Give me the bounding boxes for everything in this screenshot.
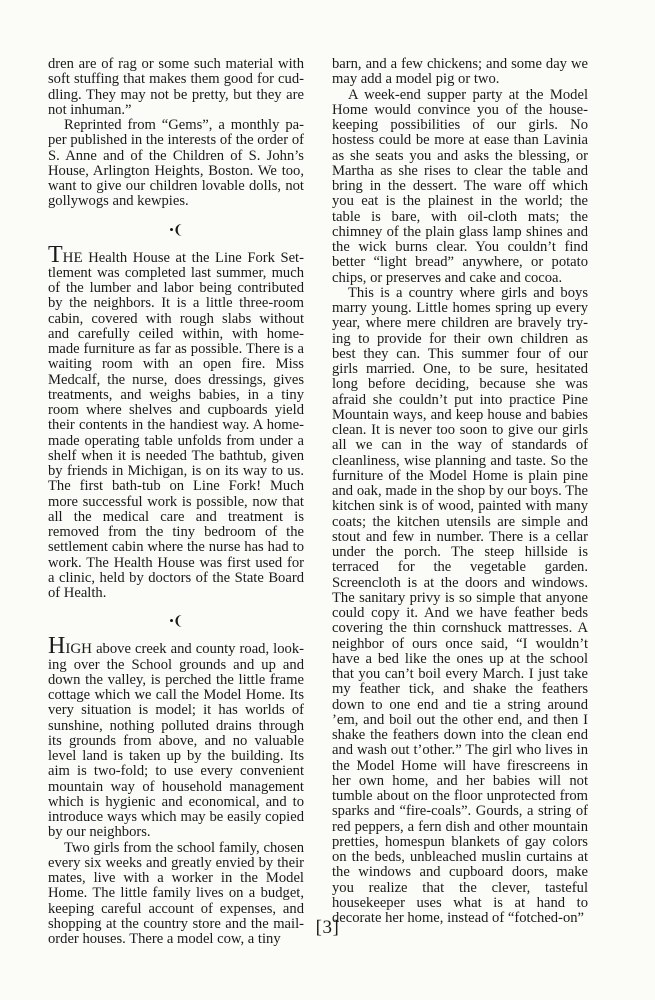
model-home-text: above creek and county road, looking over the School grounds and up and down the valley, is perched the little frame cottage which we call the Model Home. Its very situation is model; it has worlds of sunshine, nothing polluted drains through its grounds from above, and no valuable level land is taken up by the building. Its aim is two-fold; to use every convenient mountain way of household management which is hygienic and economical, and to introduce ways which may be easily copied by our neighbors. <box>48 641 304 841</box>
paragraph-dolls-end: dren are of rag or some such material with soft stuffing that makes them good for cuddling. They may not be pretty, but they are not inhuman.” <box>48 56 304 118</box>
health-house-text: Health House at the Line Fork Settlement was completed last summer, much of the lumber and labor being contributed by the neighbors. It is a little three-room cabin, covered with rough slabs without and carefully ceiled within, with home-made furniture as far as possible. There is a waiting room with an open fire. Miss Medcalf, the nurse, does dressings, gives treatments, and weighs babies, in a tiny room where shelves and cupboards yield their contents in the handiest way. A home-made operating table unfolds from under a shelf when it is needed The bathtub, given by friends in Michigan, is on its way to us. The first bath-tub on Line Fork! Much more successful work is possible, now that all the medical care and treatment is removed from the tiny bedroom of the settlement cabin where the nurse has had to work. The Health House was first used for a clinic, held by doctors of the State Board of Health. <box>48 249 304 601</box>
paragraph-barn: barn, and a few chickens; and some day we may add a model pig or two. <box>332 56 588 88</box>
smallcaps-lead: HE <box>62 249 83 266</box>
page-number: [3] <box>315 917 340 938</box>
paragraph-health-house <box>48 241 304 602</box>
dropcap-letter: H <box>48 633 66 660</box>
left-column <box>48 57 304 947</box>
right-column <box>332 57 588 926</box>
paragraph-country-marry-young: This is a country where girls and boys marry young. Little homes spring up every year, where mere children are bravely trying to provide for their own children as best they can. This summer four of our girls married. One, to be sure, hesitated long before deciding, because she was afraid she couldn’t put into practice Pine Mountain ways, and keep house and babies clean. It is never too soon to give our girls all we can in the way of standards of cleanliness, wise planning and taste. So the furniture of the Model Home is plain pine and oak, made in the shop by our boys. The kitchen sink is of wood, painted with many coats; the kitchen utensils are simple and stout and few in number. There is a cellar under the porch. The steep hillside is terraced for the vegetable garden. Screencloth is at the doors and windows. The sanitary privy is so simple that anyone could copy it. And we have feather beds covering the thin cornshuck mattresses. A neighbor of ours once said, “I wouldn’t have a bed like the ones up at the school that you can’t boil every March. I just take my feather tick, and shake the feathers down to one end and tie a string around ’em, and boil out the other end, and then I shake the feathers down into the clean end and wash out t’other.” The girl who lives in the Model Home will have firescreens in her own home, and her babies will not tumble about on the floor unprotected from sparks and “fire-coals”. Gourds, a string of red peppers, a fern dish and other mountain pretties, homespun blankets of gay colors on the beds, unbleached muslin curtains at the windows and cupboard doors, make you realize that the clever, tasteful housekeeper uses what is at hand to decorate her home, instead of “fotched-on” <box>332 284 588 926</box>
smallcaps-lead: IGH <box>65 641 93 658</box>
section-divider-ornament-icon: •❨ <box>169 221 183 237</box>
section-divider-ornament-icon: •❨ <box>169 613 183 629</box>
paragraph-supper-party: A week-end supper party at the Model Home would convince you of the housekeeping possibilities of our girls. No hostess could be more at ease than Lavinia as she seats you and asks the blessing, or Martha as she rises to clear the table and bring in the dessert. The ware off which you eat is the plainest in the world; the table is bare, with oil-cloth mats; the chimney of the plain glass lamp shines and the wick burns clear. You couldn’t find better “light bread” anywhere, or potato chips, or preserves and cake and cocoa. <box>332 86 588 286</box>
paragraph-reprinted-from-gems: Reprinted from “Gems”, a monthly paper published in the interests of the order of S. Anne and of the Children of S. John’s House, Arlington Heights, Boston. We too, want to give our children lovable dolls, not gollywogs and kewpies. <box>48 117 304 210</box>
paragraph-model-home-intro <box>48 633 304 841</box>
dropcap-letter: T <box>48 241 63 268</box>
paragraph-two-girls: Two girls from the school family, chosen every six weeks and greatly envied by their mates, live with a worker in the Model Home. The little family lives on a budget, keeping careful account of expenses, and shopping at the country store and the mail-order houses. There a model cow, a tiny <box>48 839 304 947</box>
